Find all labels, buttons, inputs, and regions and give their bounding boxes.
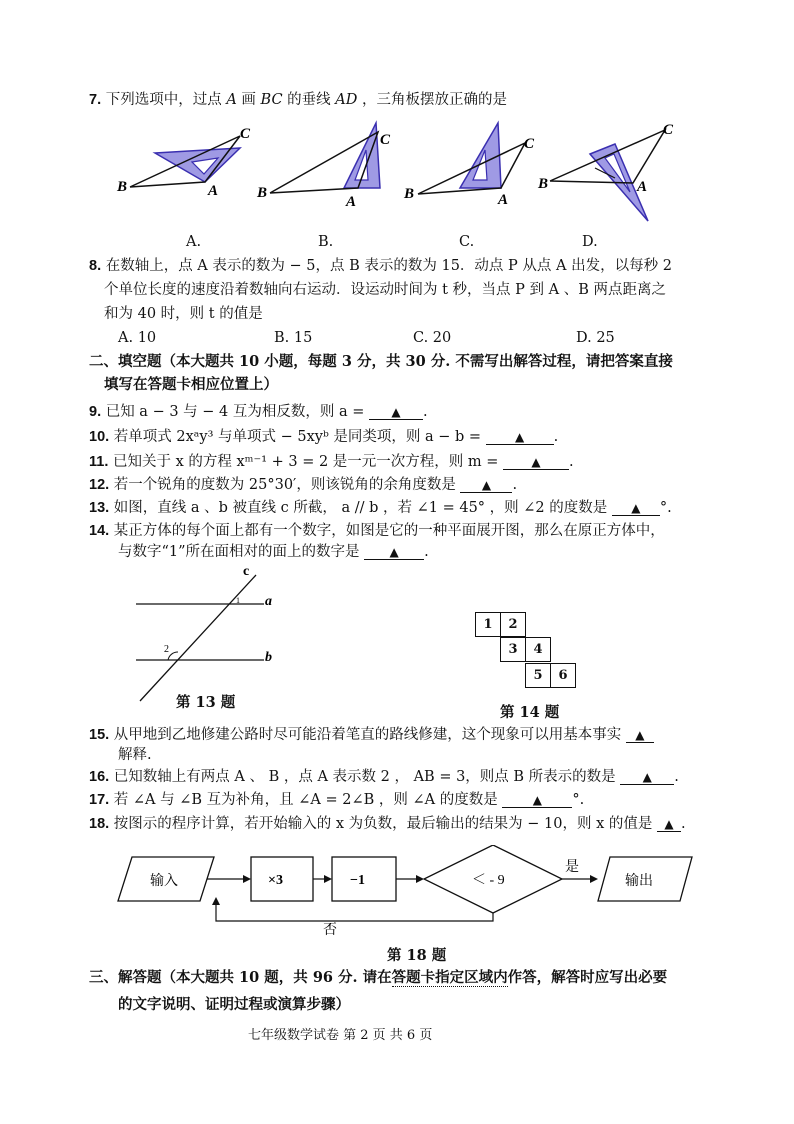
figure-14-caption: 第 14 题 (500, 704, 560, 721)
section2-heading: 二、填空题（本大题共 10 小题，每题 3 分，共 30 分. 不需写出解答过程，请把答案直接 (89, 353, 673, 370)
svg-text:A: A (346, 194, 357, 210)
svg-text:＜ - 9: ＜ - 9 (472, 873, 505, 888)
q7-option-c: C. (459, 234, 475, 250)
q18: 18. 按图示的程序计算，若开始输入的 x 为负数，最后输出的结果为 − 10，则 x 的值是 ▲ . (89, 816, 686, 832)
q8-line1: 8. 在数轴上，点 A 表示的数为 − 5，点 B 表示的数为 15．动点 P 从点 A 出发，以每秒 2 (89, 258, 672, 274)
svg-text:B: B (404, 186, 415, 202)
answer-blank[interactable]: ▲ (657, 817, 681, 832)
q7-figure-a (116, 126, 251, 199)
q8-option-d: D. 25 (576, 330, 615, 346)
net-cell: 2 (500, 612, 526, 637)
q8-option-a: A. 10 (118, 330, 157, 346)
svg-text:C: C (524, 136, 535, 152)
flow-input-label: 输入 (150, 874, 178, 889)
svg-text:C: C (663, 122, 674, 138)
page-footer: 七年级数学试卷 第 2 页 共 6 页 (248, 1028, 433, 1043)
answer-blank[interactable]: ▲ (502, 793, 572, 808)
answer-blank[interactable]: ▲ (503, 455, 569, 470)
flow-output-label: 输出 (625, 874, 653, 889)
q8-option-c: C. 20 (413, 330, 452, 346)
svg-text:a: a (265, 594, 272, 609)
svg-text:否: 否 (323, 923, 337, 938)
section3-heading-line2: 的文字说明、证明过程或演算步骤） (118, 996, 350, 1013)
q14-line2: 与数字“1”所在面相对的面上的数字是 ▲ . (118, 544, 429, 560)
svg-text:b: b (265, 650, 272, 665)
answer-blank[interactable]: ▲ (620, 770, 674, 785)
q7-option-d: D. (582, 234, 598, 250)
q9: 9. 已知 a − 3 与 − 4 互为相反数，则 a = ▲ . (89, 404, 428, 420)
q14-line1: 14. 某正方体的每个面上都有一个数字，如图是它的一种平面展开图，那么在原正方体中， (89, 523, 665, 539)
flowchart-caption: 第 18 题 (387, 947, 447, 964)
svg-text:是: 是 (565, 860, 579, 875)
svg-text:C: C (240, 126, 251, 142)
q7-stem: 7. 下列选项中，过点 A 画 BC 的垂线 AD ，三角板摆放正确的是 (89, 92, 507, 108)
answer-blank[interactable]: ▲ (612, 501, 660, 516)
q7-figures (100, 118, 700, 238)
q8-option-b: B. 15 (274, 330, 313, 346)
figure-13 (130, 563, 300, 713)
svg-text:c: c (243, 564, 250, 579)
q15-line2: 解释. (118, 747, 152, 763)
q8-line3: 和为 40 时，则 t 的值是 (104, 306, 263, 322)
svg-text:C: C (380, 132, 391, 148)
answer-blank[interactable]: ▲ (364, 545, 424, 560)
q7-figure-b (256, 123, 391, 210)
svg-text:B: B (538, 176, 549, 192)
net-cell: 5 (525, 663, 551, 688)
q7-figure-c (403, 123, 535, 208)
svg-text:1: 1 (236, 596, 240, 605)
q17: 17. 若 ∠A 与 ∠B 互为补角，且 ∠A = 2∠B ，则 ∠A 的度数是 ▲ °. (89, 792, 585, 808)
q13: 13. 如图，直线 a 、b 被直线 c 所截， a // b ，若 ∠1 = 45° ，则 ∠2 的度数是 ▲ °. (89, 500, 672, 516)
q7-option-a: A. (186, 234, 202, 250)
net-cell: 1 (475, 612, 501, 637)
net-cell: 4 (525, 637, 551, 662)
flowchart-18 (110, 845, 710, 940)
svg-text:A: A (498, 192, 509, 208)
section2-heading-line2: 填写在答题卡相应位置上） (104, 376, 278, 393)
net-cell: 6 (550, 663, 576, 688)
svg-text:−1: −1 (350, 873, 365, 888)
svg-text:A: A (637, 179, 648, 195)
svg-text:B: B (257, 185, 268, 201)
svg-text:2: 2 (164, 644, 169, 655)
svg-text:B: B (117, 179, 128, 195)
net-cell: 3 (500, 637, 526, 662)
q7-number: 7. (89, 92, 102, 108)
svg-text:A: A (208, 183, 219, 199)
figure-13-caption: 第 13 题 (176, 694, 236, 711)
answer-blank[interactable]: ▲ (460, 478, 512, 493)
q7-figure-d (537, 122, 674, 221)
q15-line1: 15. 从甲地到乙地修建公路时尽可能沿着笔直的路线修建，这个现象可以用基本事实 ▲ (89, 725, 654, 745)
answer-blank[interactable]: ▲ (369, 405, 423, 420)
q8-line2: 个单位长度的速度沿着数轴向右运动．设运动时间为 t 秒，当点 P 到 A 、B 两点距离之 (104, 282, 666, 298)
q7-option-b: B. (318, 234, 334, 250)
q10: 10. 若单项式 2xᵃy³ 与单项式 − 5xyᵇ 是同类项，则 a − b = ▲ . (89, 429, 559, 445)
svg-text:×3: ×3 (268, 873, 283, 888)
answer-blank[interactable]: ▲ (486, 430, 554, 445)
figure-14-cube-net (475, 612, 600, 692)
section3-heading: 三、解答题（本大题共 10 题，共 96 分. 请在答题卡指定区域内作答，解答时应写出必要 (89, 969, 668, 986)
q12: 12. 若一个锐角的度数为 25°30′，则该锐角的余角度数是 ▲ . (89, 477, 518, 493)
q11: 11. 已知关于 x 的方程 xᵐ⁻¹ + 3 = 2 是一元一次方程，则 m = ▲ . (89, 454, 574, 470)
q16: 16. 已知数轴上有两点 A 、 B ，点 A 表示数 2 ， AB = 3，则点 B 所表示的数是 ▲ . (89, 769, 679, 785)
answer-blank[interactable]: ▲ (626, 728, 654, 743)
